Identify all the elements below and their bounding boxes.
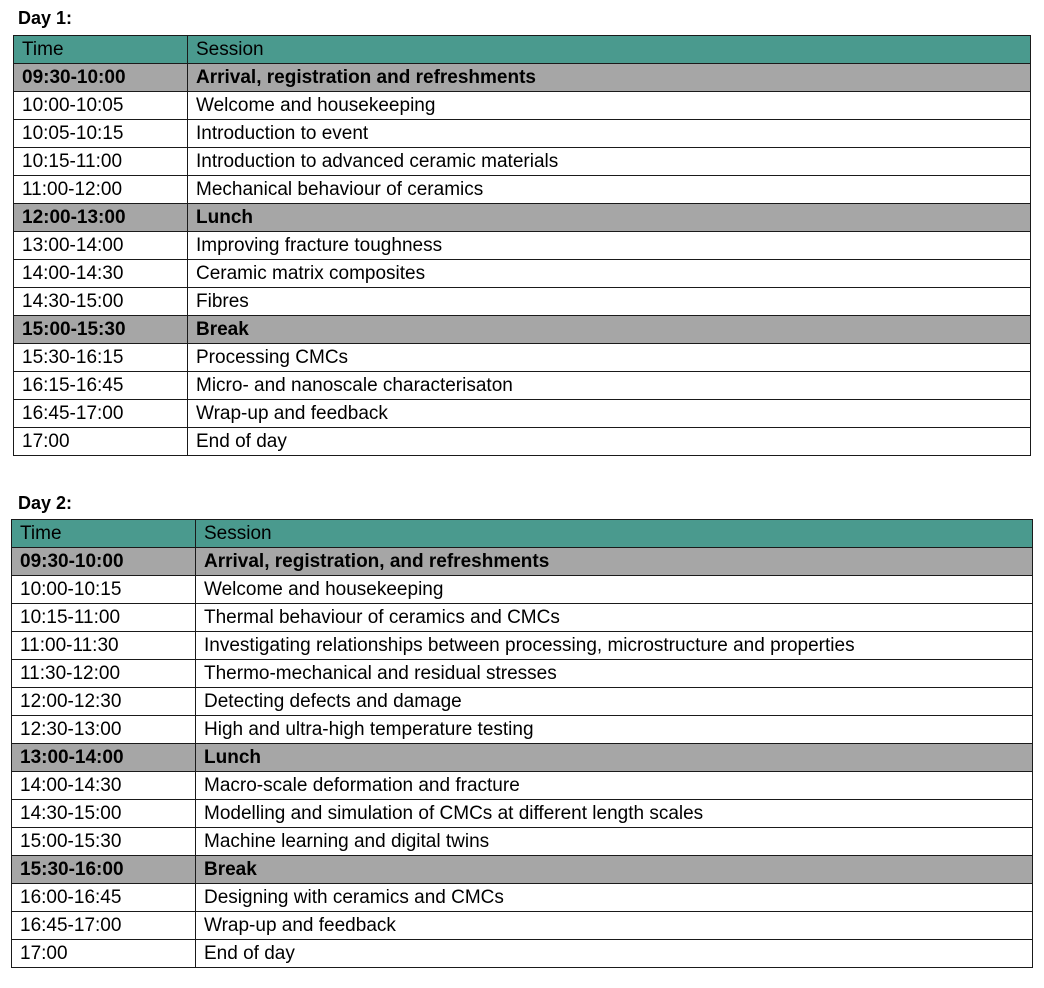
table-row: [14, 232, 1031, 260]
time-cell: 17:00: [12, 940, 196, 968]
table-row: [12, 912, 1033, 940]
time-cell: 15:00-15:30: [14, 316, 188, 344]
day2-schedule-table: [11, 519, 1033, 968]
time-cell: 12:00-13:00: [14, 204, 188, 232]
session-cell: Welcome and housekeeping: [196, 576, 1033, 604]
session-cell: Thermo-mechanical and residual stresses: [196, 660, 1033, 688]
table-row: [14, 92, 1031, 120]
day1-header-row: [14, 36, 1031, 64]
table-row: [12, 940, 1033, 968]
time-cell: 15:30-16:15: [14, 344, 188, 372]
session-cell: Designing with ceramics and CMCs: [196, 884, 1033, 912]
table-row: [12, 800, 1033, 828]
header-time: Time: [12, 520, 196, 548]
table-row: [12, 856, 1033, 884]
session-cell: Investigating relationships between processing, microstructure and properties: [196, 632, 1033, 660]
table-row: [12, 604, 1033, 632]
table-row: [12, 772, 1033, 800]
table-row: [12, 884, 1033, 912]
session-cell: Detecting defects and damage: [196, 688, 1033, 716]
day2-title: Day 2:: [18, 493, 73, 513]
time-cell: 10:00-10:05: [14, 92, 188, 120]
time-cell: 10:00-10:15: [12, 576, 196, 604]
table-row: [14, 64, 1031, 92]
table-row: [14, 344, 1031, 372]
day2-header-row: [12, 520, 1033, 548]
session-cell: Lunch: [196, 744, 1033, 772]
time-cell: 16:45-17:00: [12, 912, 196, 940]
time-cell: 13:00-14:00: [12, 744, 196, 772]
time-cell: 11:00-12:00: [14, 176, 188, 204]
session-cell: Wrap-up and feedback: [188, 400, 1031, 428]
time-cell: 09:30-10:00: [12, 548, 196, 576]
table-row: [12, 744, 1033, 772]
time-cell: 15:00-15:30: [12, 828, 196, 856]
session-cell: Processing CMCs: [188, 344, 1031, 372]
session-cell: Mechanical behaviour of ceramics: [188, 176, 1031, 204]
session-cell: Modelling and simulation of CMCs at different length scales: [196, 800, 1033, 828]
session-cell: Thermal behaviour of ceramics and CMCs: [196, 604, 1033, 632]
table-row: [12, 576, 1033, 604]
time-cell: 12:30-13:00: [12, 716, 196, 744]
time-cell: 16:00-16:45: [12, 884, 196, 912]
session-cell: Micro- and nanoscale characterisaton: [188, 372, 1031, 400]
table-row: [14, 400, 1031, 428]
table-row: [12, 660, 1033, 688]
time-cell: 14:00-14:30: [12, 772, 196, 800]
session-cell: Improving fracture toughness: [188, 232, 1031, 260]
table-row: [12, 688, 1033, 716]
table-row: [14, 316, 1031, 344]
session-cell: Lunch: [188, 204, 1031, 232]
session-cell: High and ultra-high temperature testing: [196, 716, 1033, 744]
header-time: Time: [14, 36, 188, 64]
time-cell: 13:00-14:00: [14, 232, 188, 260]
time-cell: 12:00-12:30: [12, 688, 196, 716]
table-row: [14, 428, 1031, 456]
time-cell: 16:45-17:00: [14, 400, 188, 428]
session-cell: Introduction to event: [188, 120, 1031, 148]
session-cell: End of day: [188, 428, 1031, 456]
session-cell: Wrap-up and feedback: [196, 912, 1033, 940]
header-session: Session: [188, 36, 1031, 64]
table-row: [14, 176, 1031, 204]
table-row: [14, 260, 1031, 288]
time-cell: 14:00-14:30: [14, 260, 188, 288]
session-cell: Fibres: [188, 288, 1031, 316]
session-cell: Machine learning and digital twins: [196, 828, 1033, 856]
day1-title: Day 1:: [18, 8, 73, 28]
session-cell: Macro-scale deformation and fracture: [196, 772, 1033, 800]
session-cell: Arrival, registration, and refreshments: [196, 548, 1033, 576]
session-cell: End of day: [196, 940, 1033, 968]
time-cell: 14:30-15:00: [14, 288, 188, 316]
day2-table-body: [12, 520, 1033, 968]
table-row: [12, 716, 1033, 744]
session-cell: Arrival, registration and refreshments: [188, 64, 1031, 92]
table-row: [12, 632, 1033, 660]
table-row: [12, 548, 1033, 576]
table-row: [14, 120, 1031, 148]
time-cell: 11:30-12:00: [12, 660, 196, 688]
day1-table-body: [14, 36, 1031, 456]
session-cell: Break: [188, 316, 1031, 344]
session-cell: Ceramic matrix composites: [188, 260, 1031, 288]
time-cell: 14:30-15:00: [12, 800, 196, 828]
time-cell: 15:30-16:00: [12, 856, 196, 884]
table-row: [12, 828, 1033, 856]
table-row: [14, 148, 1031, 176]
table-row: [14, 288, 1031, 316]
time-cell: 10:15-11:00: [14, 148, 188, 176]
time-cell: 17:00: [14, 428, 188, 456]
time-cell: 09:30-10:00: [14, 64, 188, 92]
table-row: [14, 372, 1031, 400]
session-cell: Welcome and housekeeping: [188, 92, 1031, 120]
session-cell: Introduction to advanced ceramic materials: [188, 148, 1031, 176]
time-cell: 10:05-10:15: [14, 120, 188, 148]
day1-schedule-table: [13, 35, 1031, 456]
time-cell: 11:00-11:30: [12, 632, 196, 660]
session-cell: Break: [196, 856, 1033, 884]
time-cell: 10:15-11:00: [12, 604, 196, 632]
table-row: [14, 204, 1031, 232]
time-cell: 16:15-16:45: [14, 372, 188, 400]
header-session: Session: [196, 520, 1033, 548]
